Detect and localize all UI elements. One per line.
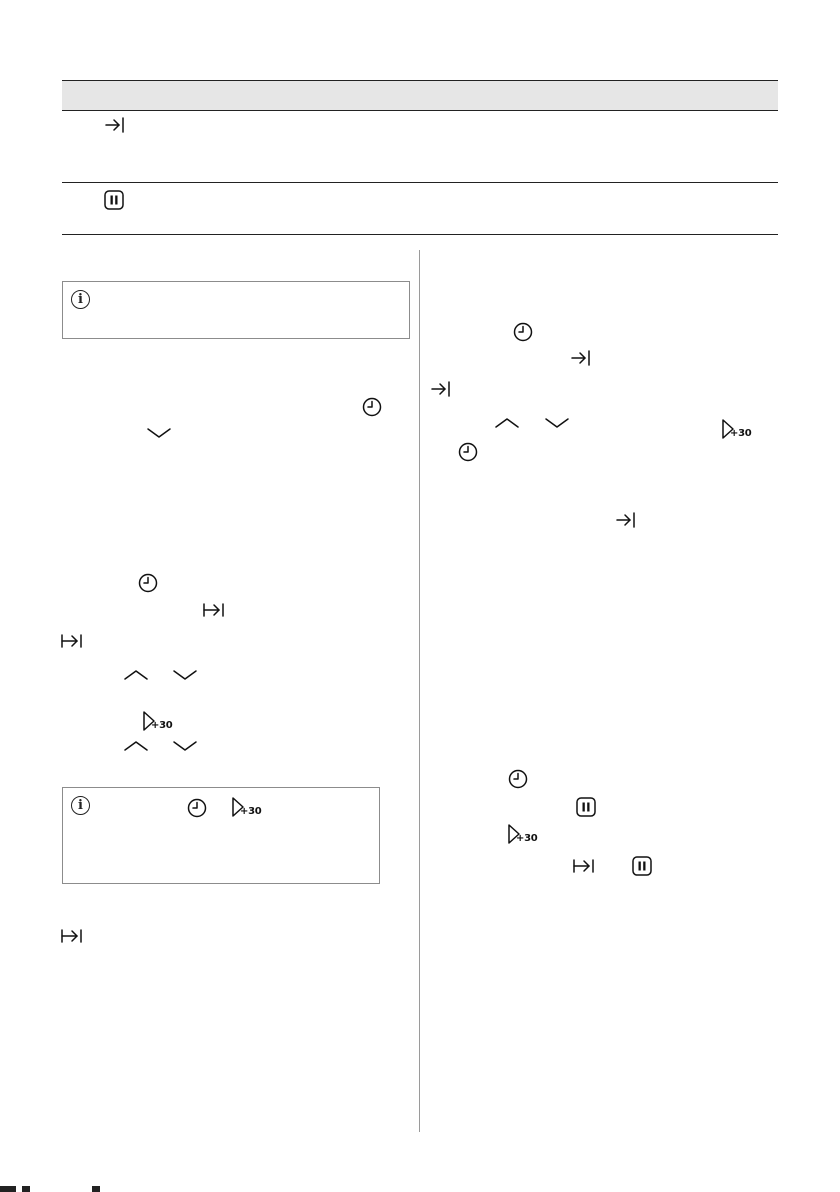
chevron-down-icon bbox=[172, 739, 198, 753]
time-extension-icon: +30 bbox=[507, 823, 547, 847]
info-note bbox=[62, 787, 380, 884]
info-note bbox=[62, 281, 410, 339]
chevron-down-icon bbox=[146, 426, 172, 440]
chevron-up-icon bbox=[123, 668, 149, 682]
table-row bbox=[100, 190, 130, 212]
time-extension-icon: +30 bbox=[142, 710, 182, 734]
footer-mark bbox=[22, 1186, 30, 1192]
chevron-up-icon bbox=[123, 739, 149, 753]
clock-icon bbox=[138, 573, 158, 593]
duration-icon bbox=[572, 858, 596, 874]
time-extension-icon: +30 bbox=[721, 418, 761, 442]
end-time-icon bbox=[104, 116, 126, 134]
end-time-icon bbox=[570, 349, 592, 367]
clock-icon bbox=[362, 397, 382, 417]
info-icon: i bbox=[71, 796, 90, 815]
clock-icon bbox=[513, 322, 533, 342]
chevron-down-icon bbox=[172, 668, 198, 682]
table-header bbox=[62, 80, 778, 111]
chevron-up-icon bbox=[494, 416, 520, 430]
clock-icon bbox=[458, 442, 478, 462]
clock-icon bbox=[187, 798, 207, 818]
end-time-icon bbox=[615, 511, 637, 529]
footer-mark bbox=[92, 1186, 100, 1192]
table-bottom-rule bbox=[62, 234, 778, 235]
duration-icon bbox=[202, 602, 226, 618]
end-time-icon bbox=[430, 380, 452, 398]
time-extension-icon: +30 bbox=[231, 796, 271, 820]
table-row-divider bbox=[62, 182, 778, 183]
duration-icon bbox=[60, 928, 84, 944]
duration-icon bbox=[60, 633, 84, 649]
footer-mark bbox=[0, 1186, 16, 1192]
pause-icon bbox=[104, 190, 124, 210]
table-row bbox=[100, 116, 130, 138]
clock-icon bbox=[508, 769, 528, 789]
pause-icon bbox=[576, 797, 596, 817]
pause-icon bbox=[632, 856, 652, 876]
chevron-down-icon bbox=[544, 416, 570, 430]
column-divider bbox=[419, 250, 420, 1132]
info-icon: i bbox=[71, 290, 90, 309]
